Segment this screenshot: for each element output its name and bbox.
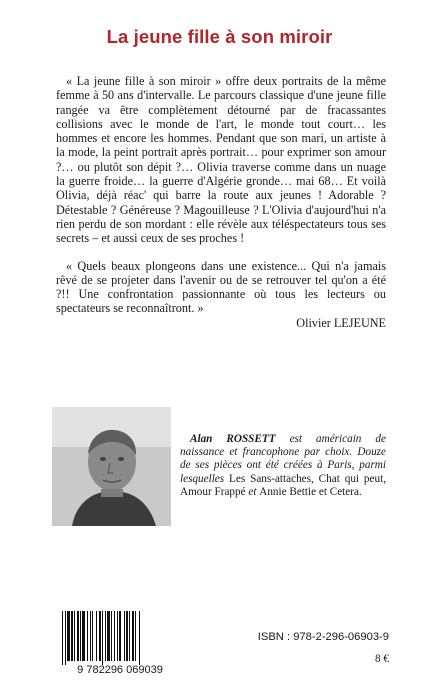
barcode-bar: [71, 611, 73, 661]
barcode-bar: [126, 611, 128, 661]
author-works-2: Annie Bettie et Cetera.: [259, 485, 362, 498]
barcode-bar: [124, 611, 125, 661]
barcode-bar: [105, 611, 106, 661]
author-portrait-illustration: [52, 407, 171, 526]
barcode-bar: [117, 611, 118, 661]
barcode-bar: [119, 611, 121, 661]
barcode-bar: [102, 611, 103, 665]
barcode-bar: [74, 611, 75, 661]
blurb-paragraph-2: « Quels beaux plongeons dans une existence... Qui n'a jamais rêvé de se projeter dans l'avenir ou de se retrouver tel qu'on a été ?!! Une confrontation passionnante où tous les lecteurs ou spectateurs se reconnaîtront. »: [56, 258, 386, 316]
barcode-bar: [92, 611, 93, 661]
book-title: La jeune fille à son miroir: [106, 26, 333, 47]
barcode-bar: [62, 611, 63, 665]
barcode-bar: [87, 611, 88, 661]
price: 8 €: [375, 653, 389, 665]
barcode-bar: [114, 611, 115, 661]
barcode: [52, 609, 189, 675]
barcode-bar: [90, 611, 91, 661]
barcode-bar: [129, 611, 130, 661]
barcode-bar: [80, 611, 81, 661]
barcode-bar: [65, 611, 66, 665]
barcode-bar: [96, 611, 97, 661]
author-bio-text-2: et: [245, 485, 260, 498]
barcode-bar: [99, 611, 101, 661]
back-cover-blurb: [56, 74, 386, 316]
barcode-bar: [67, 611, 70, 661]
author-bio: [180, 433, 386, 499]
barcode-bar: [135, 611, 136, 661]
isbn: ISBN : 978-2-296-06903-9: [257, 631, 389, 643]
barcode-bar: [132, 611, 134, 661]
barcode-bar: [77, 611, 79, 661]
barcode-bar: [139, 611, 140, 665]
author-bio-text-1: est américain de naissance et francophone par choix. Douze de ses pièces ont été créées à Paris, parmi lesquelles: [180, 433, 386, 485]
blurb-paragraph-1: « La jeune fille à son miroir » offre deux portraits de la même femme à 50 ans d'intervalle. Le parcours classique d'une jeune fille rangée va être complètement détourné par de fracassantes collisions avec le monde de l'art, le monde tout court… les hommes et encore les hommes. Pendant que son mari, un artiste à la mode, la peint portrait après portrait… pour exprimer son amour ?… ou plutôt son dépit ?… Olivia traverse comme dans un nuage la guerre froide… la guerre d'Algérie gronde… mai 68… Et voilà Olivia, déjà réac' qui barre la route aux jeunes ! Adorable ? Détestable ? Généreuse ? Magouilleuse ? L'Olivia d'aujourd'hui n'a rien perdu de son mordant : elle révèle aux téléspectateurs tous ses secrets – et aussi ceux de ses proches !: [56, 74, 386, 246]
barcode-bar: [111, 611, 112, 661]
author-name: Alan ROSSETT: [190, 433, 276, 445]
barcode-bar: [82, 611, 85, 661]
blurb-signature: Olivier LEJEUNE: [296, 316, 386, 330]
author-photo: [52, 407, 171, 526]
barcode-number: 9 782296 069039: [77, 664, 163, 675]
barcode-bar: [107, 611, 110, 661]
author-works-1: Les Sans-attaches, Chat qui peut, Amour Frappé: [180, 472, 386, 498]
